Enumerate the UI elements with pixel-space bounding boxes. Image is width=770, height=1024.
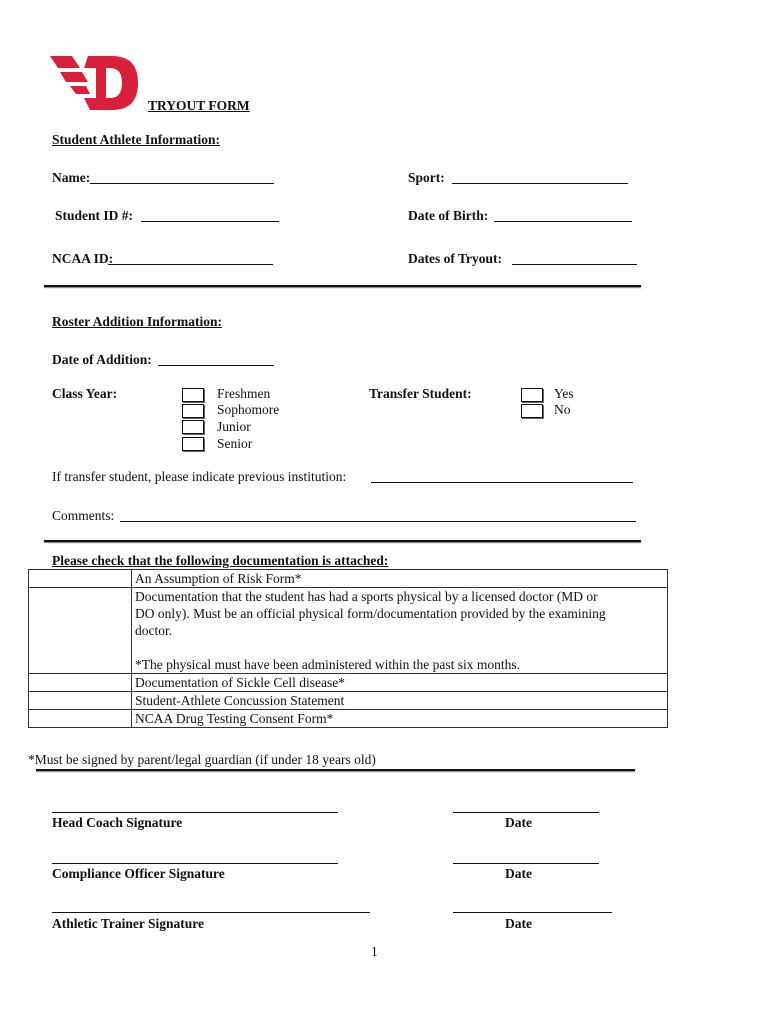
- ncaa-id-label: NCAA ID:: [52, 251, 114, 266]
- transfer-yes-checkbox[interactable]: [521, 388, 543, 402]
- documentation-table: [28, 569, 668, 728]
- freshmen-label: Freshmen: [217, 386, 271, 401]
- doc-item-text: DO only). Must be an official physical form/documentation provided by the examining: [135, 606, 606, 621]
- sophomore-label: Sophomore: [217, 402, 280, 417]
- section-divider: [36, 769, 635, 771]
- doc-check-cell[interactable]: [29, 674, 132, 692]
- doc-check-cell[interactable]: [29, 588, 132, 674]
- student-id-label: Student ID #:: [55, 208, 134, 223]
- compliance-signature-line[interactable]: [52, 863, 338, 864]
- spacer: [135, 639, 664, 656]
- tryout-dates-field[interactable]: [512, 264, 637, 265]
- page-number: 1: [371, 944, 378, 959]
- form-title: TRYOUT FORM: [148, 98, 250, 113]
- date-of-addition-label: Date of Addition:: [52, 352, 152, 367]
- ncaa-id-field[interactable]: [108, 264, 273, 265]
- name-label: Name:: [52, 170, 91, 185]
- head-coach-date-label: Date: [505, 815, 532, 830]
- table-row: [29, 710, 668, 728]
- class-year-label: Class Year:: [52, 386, 118, 401]
- freshmen-checkbox[interactable]: [182, 388, 204, 402]
- comments-field[interactable]: [120, 521, 636, 522]
- trainer-signature-line[interactable]: [52, 912, 370, 913]
- doc-check-cell[interactable]: [29, 570, 132, 588]
- doc-item-text: doctor.: [135, 623, 173, 638]
- doc-item: [132, 570, 668, 588]
- comments-label: Comments:: [52, 508, 115, 523]
- student-info-heading: Student Athlete Information:: [52, 132, 220, 147]
- doc-item-text: Documentation of Sickle Cell disease*: [135, 675, 345, 690]
- sport-field[interactable]: [452, 183, 628, 184]
- doc-item-text: *The physical must have been administered within the past six months.: [135, 657, 521, 672]
- doc-item: [132, 674, 668, 692]
- compliance-date-line[interactable]: [453, 863, 599, 864]
- transfer-student-label: Transfer Student:: [369, 386, 472, 401]
- doc-check-cell[interactable]: [29, 692, 132, 710]
- previous-institution-field[interactable]: [371, 482, 633, 483]
- doc-item-text: Documentation that the student has had a sports physical by a licensed doctor (MD or: [135, 589, 598, 604]
- previous-institution-label: If transfer student, please indicate previous institution:: [52, 469, 347, 484]
- dob-field[interactable]: [494, 221, 632, 222]
- table-row: [29, 674, 668, 692]
- roster-info-heading: Roster Addition Information:: [52, 314, 223, 329]
- section-divider: [44, 285, 641, 287]
- table-row: [29, 570, 668, 588]
- compliance-date-label: Date: [505, 866, 532, 881]
- table-row: [29, 692, 668, 710]
- transfer-no-label: No: [554, 402, 571, 417]
- doc-item-text: NCAA Drug Testing Consent Form*: [135, 711, 334, 726]
- senior-label: Senior: [217, 436, 253, 451]
- doc-item: [132, 692, 668, 710]
- transfer-no-checkbox[interactable]: [521, 404, 543, 418]
- head-coach-signature-line[interactable]: [52, 812, 338, 813]
- senior-checkbox[interactable]: [182, 437, 204, 451]
- trainer-signature-label: Athletic Trainer Signature: [52, 916, 204, 931]
- dob-label: Date of Birth:: [408, 208, 489, 223]
- trainer-date-label: Date: [505, 916, 532, 931]
- sport-label: Sport:: [408, 170, 445, 185]
- university-logo: [50, 54, 140, 112]
- transfer-yes-label: Yes: [554, 386, 574, 401]
- head-coach-date-line[interactable]: [453, 812, 599, 813]
- doc-item-text: Student-Athlete Concussion Statement: [135, 693, 345, 708]
- date-of-addition-field[interactable]: [158, 365, 274, 366]
- section-divider: [44, 540, 641, 542]
- doc-check-cell[interactable]: [29, 710, 132, 728]
- compliance-signature-label: Compliance Officer Signature: [52, 866, 225, 881]
- junior-label: Junior: [217, 419, 251, 434]
- sophomore-checkbox[interactable]: [182, 404, 204, 418]
- name-field[interactable]: [90, 183, 274, 184]
- guardian-footnote: *Must be signed by parent/legal guardian (if under 18 years old): [28, 752, 376, 767]
- doc-item: [132, 588, 668, 674]
- documentation-heading: Please check that the following documentation is attached:: [52, 553, 389, 568]
- junior-checkbox[interactable]: [182, 420, 204, 434]
- head-coach-signature-label: Head Coach Signature: [52, 815, 183, 830]
- student-id-field[interactable]: [141, 221, 279, 222]
- doc-item: [132, 710, 668, 728]
- trainer-date-line[interactable]: [453, 912, 612, 913]
- doc-item-text: An Assumption of Risk Form*: [135, 571, 302, 586]
- table-row: [29, 588, 668, 674]
- tryout-dates-label: Dates of Tryout:: [408, 251, 502, 266]
